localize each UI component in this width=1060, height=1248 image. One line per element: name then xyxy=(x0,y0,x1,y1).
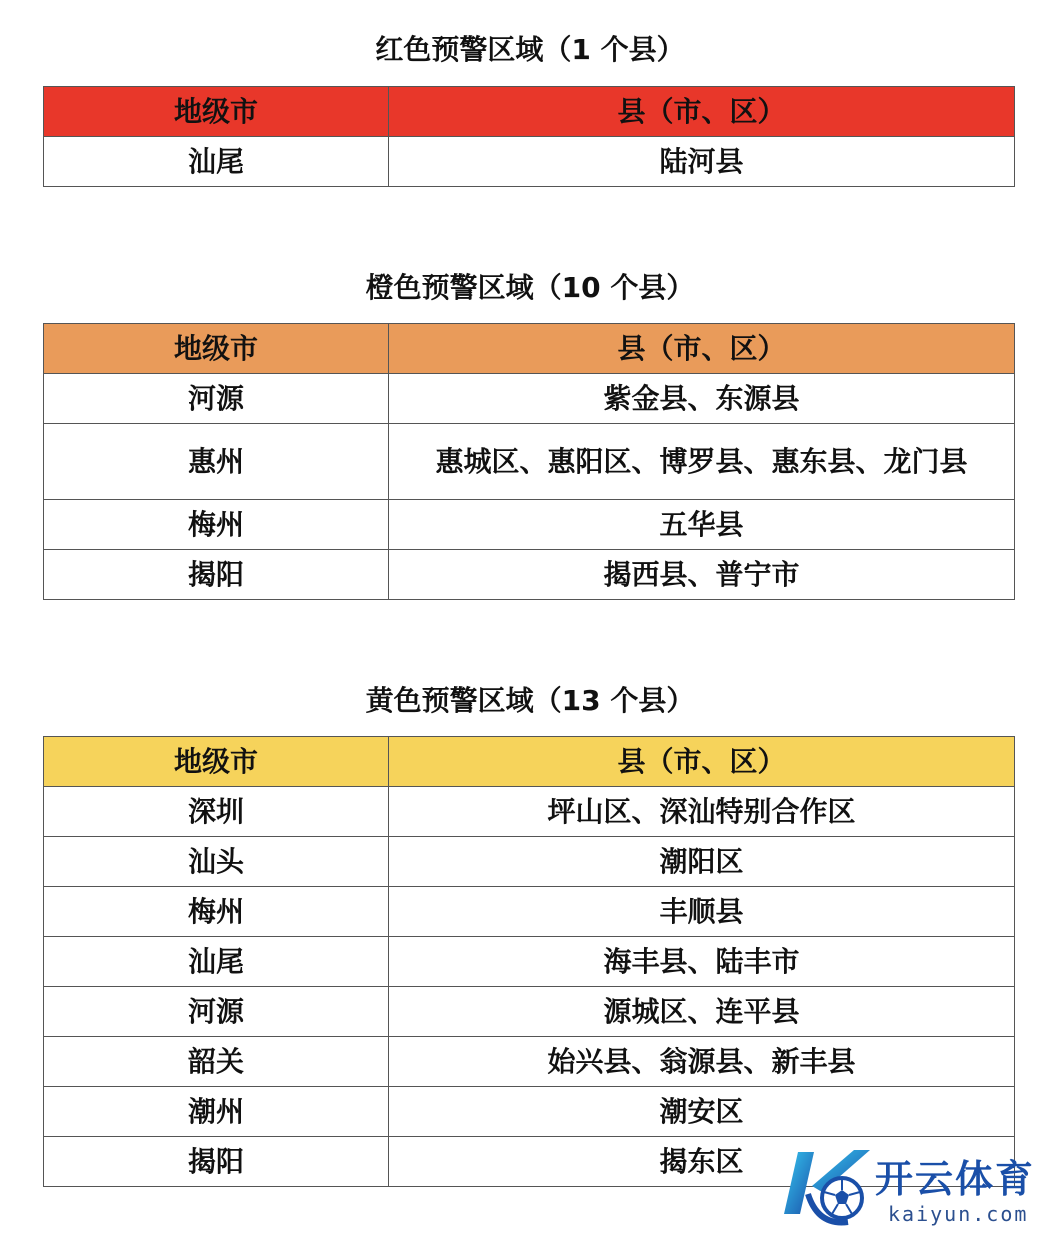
red-section-title: 红色预警区域（1 个县） xyxy=(375,33,685,66)
county-cell: 潮安区 xyxy=(389,1087,1015,1137)
table-row xyxy=(44,837,1015,887)
city-cell: 汕尾 xyxy=(44,137,389,187)
header-city: 地级市 xyxy=(44,737,389,787)
table-row xyxy=(44,887,1015,937)
table-row xyxy=(44,987,1015,1037)
table-header-row xyxy=(44,87,1015,137)
city-cell: 揭阳 xyxy=(44,1137,389,1187)
header-county: 县（市、区） xyxy=(389,737,1015,787)
city-cell: 河源 xyxy=(44,987,389,1037)
county-cell: 丰顺县 xyxy=(389,887,1015,937)
table-header-row xyxy=(44,324,1015,374)
table-row xyxy=(44,1037,1015,1087)
table-row xyxy=(44,500,1015,550)
county-cell: 潮阳区 xyxy=(389,837,1015,887)
yellow-region-table xyxy=(43,736,1015,1187)
header-county: 县（市、区） xyxy=(389,87,1015,137)
table-row xyxy=(44,424,1015,500)
header-county: 县（市、区） xyxy=(389,324,1015,374)
table-row xyxy=(44,937,1015,987)
city-cell: 揭阳 xyxy=(44,550,389,600)
city-cell: 河源 xyxy=(44,374,389,424)
county-cell: 紫金县、东源县 xyxy=(389,374,1015,424)
county-cell: 坪山区、深汕特别合作区 xyxy=(389,787,1015,837)
city-cell: 深圳 xyxy=(44,787,389,837)
county-cell: 陆河县 xyxy=(389,137,1015,187)
table-row xyxy=(44,550,1015,600)
county-cell: 海丰县、陆丰市 xyxy=(389,937,1015,987)
county-cell: 源城区、连平县 xyxy=(389,987,1015,1037)
table-header-row xyxy=(44,737,1015,787)
red-region-table xyxy=(43,86,1015,187)
watermark xyxy=(778,1144,1052,1232)
county-cell: 揭西县、普宁市 xyxy=(389,550,1015,600)
orange-section-title: 橙色预警区域（10 个县） xyxy=(365,271,695,304)
city-cell: 梅州 xyxy=(44,887,389,937)
table-row xyxy=(44,1087,1015,1137)
table-row xyxy=(44,137,1015,187)
city-cell: 汕头 xyxy=(44,837,389,887)
watermark-brand-cn: 开云体育 xyxy=(875,1157,1036,1201)
county-cell: 始兴县、翁源县、新丰县 xyxy=(389,1037,1015,1087)
city-cell: 韶关 xyxy=(44,1037,389,1087)
yellow-section-title: 黄色预警区域（13 个县） xyxy=(365,684,695,717)
city-cell: 潮州 xyxy=(44,1087,389,1137)
header-city: 地级市 xyxy=(44,87,389,137)
county-cell: 惠城区、惠阳区、博罗县、惠东县、龙门县 xyxy=(389,424,1015,500)
city-cell: 梅州 xyxy=(44,500,389,550)
k-ball-logo-icon xyxy=(778,1144,874,1232)
watermark-brand-en: kaiyun.com xyxy=(888,1202,1029,1226)
header-city: 地级市 xyxy=(44,324,389,374)
table-row xyxy=(44,374,1015,424)
city-cell: 汕尾 xyxy=(44,937,389,987)
table-row xyxy=(44,787,1015,837)
city-cell: 惠州 xyxy=(44,424,389,500)
county-cell: 五华县 xyxy=(389,500,1015,550)
county-cell: 揭东区 xyxy=(389,1137,1015,1187)
orange-region-table xyxy=(43,323,1015,600)
